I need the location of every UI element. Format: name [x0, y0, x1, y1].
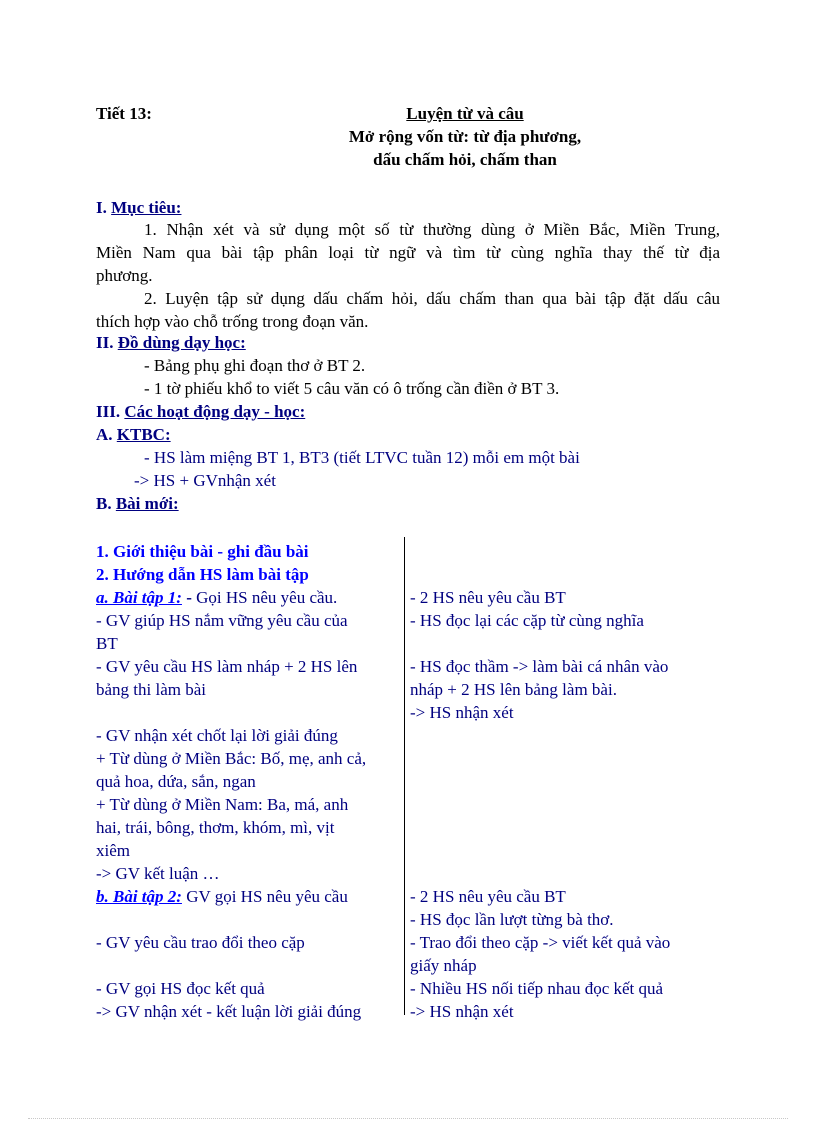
section-number: A.	[96, 425, 117, 444]
spacer	[410, 632, 730, 655]
lesson-number: Tiết 13:	[96, 104, 152, 123]
section-title: KTBC:	[116, 425, 171, 444]
student-line: - HS đọc lần lượt từng bà thơ.	[410, 910, 614, 929]
lesson-title-line2: dấu chấm hỏi, chấm than	[373, 150, 557, 169]
teacher-line: - GV giúp HS nắm vững yêu cầu của	[96, 611, 348, 630]
exercise-2-line	[96, 885, 401, 908]
exercise-2-text: GV gọi HS nêu yêu cầu	[181, 887, 348, 906]
section-number: I.	[96, 198, 112, 217]
teacher-line: -> GV nhận xét - kết luận lời giải đúng	[96, 1002, 362, 1021]
teacher-line: BT	[96, 634, 118, 653]
spacer	[410, 563, 730, 586]
exercise-1-text: Gọi HS nêu yêu cầu.	[196, 588, 338, 607]
section-objectives-heading	[96, 198, 181, 218]
page-border	[28, 1118, 788, 1119]
section-title: Mục tiêu:	[111, 198, 182, 217]
objective-1-line3: phương.	[96, 266, 153, 285]
intro-step: 1. Giới thiệu bài - ghi đầu bài	[96, 542, 309, 561]
exercise-1-label: a. Bài tập 1:	[96, 588, 182, 607]
exercise-2-label: b. Bài tập 2:	[96, 887, 182, 906]
student-line: - 2 HS nêu yêu cầu BT	[410, 887, 566, 906]
objective-1	[96, 218, 720, 287]
section-number: III.	[96, 402, 125, 421]
spacer	[410, 770, 730, 793]
student-line: - Nhiều HS nối tiếp nhau đọc kết quả	[410, 979, 664, 998]
teacher-line: + Từ dùng ở Miền Bắc: Bố, mẹ, anh cả,	[96, 749, 367, 768]
objective-2-line1: 2. Luyện tập sử dụng dấu chấm hỏi, dấu chấm than qua bài tập đặt dấu câu	[144, 289, 720, 308]
section-title: Bài mới:	[115, 494, 179, 513]
spacer	[410, 747, 730, 770]
exercise-1-line	[96, 586, 401, 609]
teacher-line: - GV yêu cầu HS làm nháp + 2 HS lên	[96, 657, 358, 676]
spacer	[410, 793, 730, 816]
teacher-line: - GV nhận xét chốt lại lời giải đúng	[96, 726, 338, 745]
spacer	[96, 701, 401, 724]
student-line: - HS đọc thầm -> làm bài cá nhân vào	[410, 657, 669, 676]
ktbc-item-2: -> HS + GVnhận xét	[134, 471, 276, 490]
teacher-line: -> GV kết luận …	[96, 864, 220, 883]
objective-1-line1: 1. Nhận xét và sử dụng một số từ thường dùng ở Miền Bắc, Miền Trung,	[144, 220, 720, 239]
section-activities-heading	[96, 402, 305, 422]
objective-2	[96, 287, 720, 333]
student-line: giấy nháp	[410, 956, 477, 975]
teacher-column	[96, 540, 401, 1023]
guide-step: 2. Hướng dẫn HS làm bài tập	[96, 565, 309, 584]
student-column	[410, 540, 730, 1023]
student-line: -> HS nhận xét	[410, 1002, 514, 1021]
spacer	[96, 954, 401, 977]
teacher-line: bảng thi làm bài	[96, 680, 207, 699]
teacher-line: - GV gọi HS đọc kết quả	[96, 979, 265, 998]
section-title: Các hoạt động dạy - học:	[124, 402, 306, 421]
section-ktbc-heading	[96, 425, 171, 445]
exercise-1-dash: -	[181, 588, 197, 607]
student-line: - HS đọc lại các cặp từ cùng nghĩa	[410, 611, 644, 630]
student-line: - 2 HS nêu yêu cầu BT	[410, 588, 566, 607]
spacer	[410, 839, 730, 862]
objective-1-line2: Miền Nam qua bài tập phân loại từ ngữ và tìm từ cùng nghĩa thay thế từ địa	[96, 243, 720, 262]
teacher-line: - GV yêu cầu trao đổi theo cặp	[96, 933, 305, 952]
student-line: - Trao đổi theo cặp -> viết kết quả vào	[410, 933, 671, 952]
column-divider	[404, 537, 405, 1015]
teacher-line: hai, trái, bông, thơm, khóm, mì, vịt	[96, 818, 335, 837]
section-materials-heading	[96, 333, 246, 353]
teacher-line: quả hoa, dứa, sắn, ngan	[96, 772, 256, 791]
spacer	[96, 908, 401, 931]
section-number: B.	[96, 494, 116, 513]
spacer	[410, 724, 730, 747]
student-line: nháp + 2 HS lên bảng làm bài.	[410, 680, 617, 699]
spacer	[410, 540, 730, 563]
spacer	[410, 816, 730, 839]
student-line: -> HS nhận xét	[410, 703, 514, 722]
subject-title: Luyện từ và câu	[406, 104, 524, 123]
objective-2-line2: thích hợp vào chỗ trống trong đoạn văn.	[96, 312, 369, 331]
teacher-line: xiêm	[96, 841, 130, 860]
lesson-title-line1: Mở rộng vốn từ: từ địa phương,	[348, 127, 582, 146]
spacer	[410, 862, 730, 885]
material-item-2: - 1 tờ phiếu khổ to viết 5 câu văn có ô trống cần điền ở BT 3.	[144, 379, 560, 398]
material-item-1: - Bảng phụ ghi đoạn thơ ở BT 2.	[144, 356, 366, 375]
teacher-line: + Từ dùng ở Miền Nam: Ba, má, anh	[96, 795, 349, 814]
section-new-lesson-heading	[96, 494, 179, 514]
section-number: II.	[96, 333, 118, 352]
ktbc-item-1: - HS làm miệng BT 1, BT3 (tiết LTVC tuần 12) mỗi em một bài	[144, 448, 580, 467]
section-title: Đồ dùng dạy học:	[117, 333, 246, 352]
